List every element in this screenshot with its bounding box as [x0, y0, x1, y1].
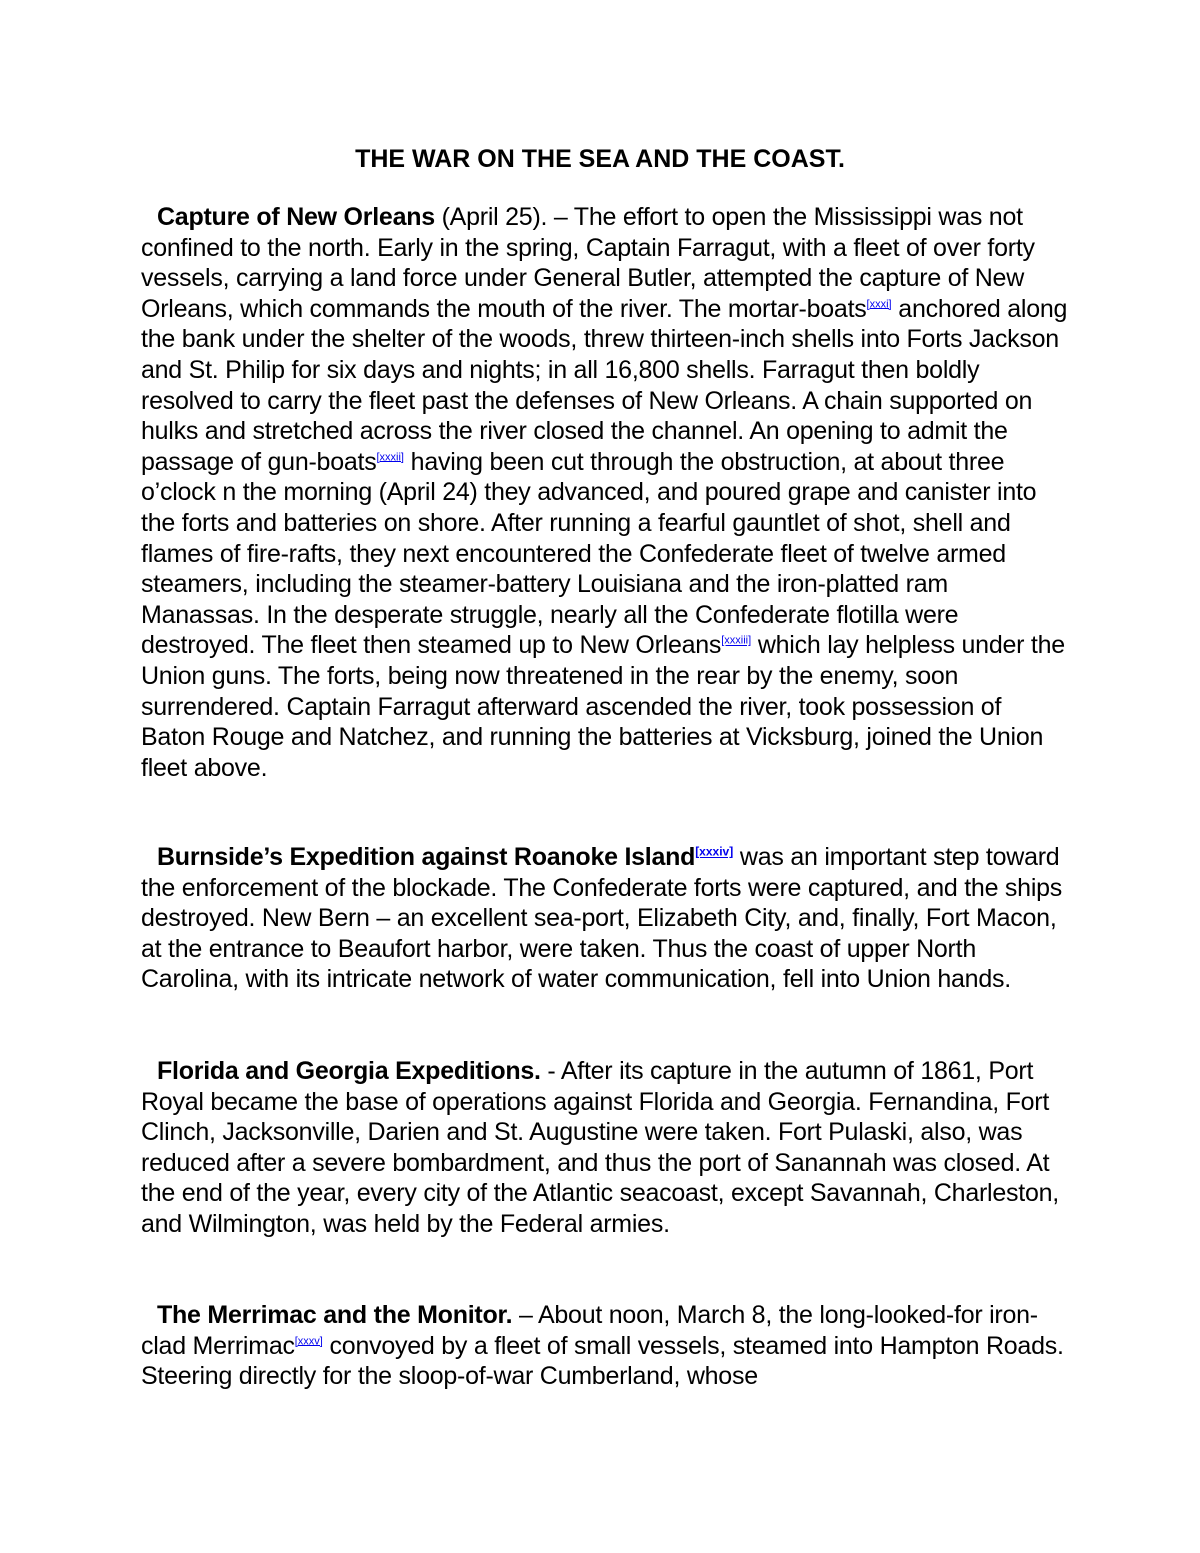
paragraph-text: convoyed by a fleet of small vessels, steamed into Hampton Roads. Steering directly for the sloop-of-war Cumberland, whose: [141, 1331, 1064, 1391]
paragraph-roanoke: [141, 842, 1071, 995]
paragraph-heading: Capture of New Orleans: [157, 203, 435, 231]
paragraph-text: having been cut through the obstruction, at about three o’clock n the morning (April 24) they advanced, and poured grape and canister into the forts and batteries on shore. After running a fearful gauntlet of shot, shell and flames of fire-rafts, they next encountered the Confederate fleet of twelve armed steamers, including the steamer-battery Louisiana and the iron-platted ram Manassas. In the desperate struggle, nearly all the Confederate flotilla were destroyed. The fleet then steamed up to New Orleans: [141, 447, 1037, 660]
paragraph-heading: Florida and Georgia Expeditions.: [157, 1057, 541, 1085]
page-title: THE WAR ON THE SEA AND THE COAST.: [355, 145, 845, 173]
paragraph-heading: The Merrimac and the Monitor.: [157, 1301, 513, 1329]
paragraph-new-orleans: [141, 202, 1071, 783]
footnote-link[interactable]: [xxxiii]: [721, 634, 752, 647]
paragraph-merrimac-monitor: [141, 1300, 1071, 1392]
paragraph-text: was an important step toward the enforcement of the blockade. The Confederate forts were captured, and the ships destroyed. New Bern – an excellent sea-port, Elizabeth City, and, finally, Fort Macon, at the entrance to Beaufort harbor, were taken. Thus the coast of upper North Carolina, with its intricate network of water communication, fell into Union hands.: [141, 843, 1063, 994]
paragraph-heading: Burnside’s Expedition against Roanoke Island: [157, 843, 696, 871]
paragraph-text: - After its capture in the autumn of 1861, Port Royal became the base of operations against Florida and Georgia. Fernandina, Fort Clinch, Jacksonville, Darien and St. Augustine were taken. Fort Pulaski, also, was reduced after a severe bombardment, and thus the port of Sanannah was closed. At the end of the year, every city of the Atlantic seacoast, except Savannah, Charleston, and Wilmington, was held by the Federal armies.: [141, 1057, 1059, 1238]
footnote-link[interactable]: [xxxv]: [294, 1335, 323, 1348]
paragraph-text: (April 25). – The effort to open the Mississippi was not confined to the north. Early in the spring, Captain Farragut, with a fleet of over forty vessels, carrying a land force under General Butler, attempted the capture of New Orleans, which commands the mouth of the river. The mortar-boats: [141, 203, 1035, 323]
footnote-link[interactable]: [xxxiv]: [695, 844, 734, 859]
paragraph-text: anchored along the bank under the shelter of the woods, threw thirteen-inch shells into Forts Jackson and St. Philip for six days and nights; in all 16,800 shells. Farragut then boldly resolved to carry the fleet past the defenses of New Orleans. A chain supported on hulks and stretched across the river closed the channel. An opening to admit the passage of gun-boats: [141, 294, 1068, 476]
footnote-link[interactable]: [xxxi]: [866, 298, 892, 311]
paragraph-text: which lay helpless under the Union guns. The forts, being now threatened in the rear by the enemy, soon surrendered. Captain Farragut afterward ascended the river, took possession of Baton Rouge and Natchez, and running the batteries at Vicksburg, joined the Union fleet above.: [141, 631, 1065, 782]
paragraph-florida-georgia: [141, 1056, 1071, 1240]
footnote-link[interactable]: [xxxii]: [376, 451, 404, 464]
paragraph-text: – About noon, March 8, the long-looked-for iron-clad Merrimac: [141, 1301, 1038, 1360]
